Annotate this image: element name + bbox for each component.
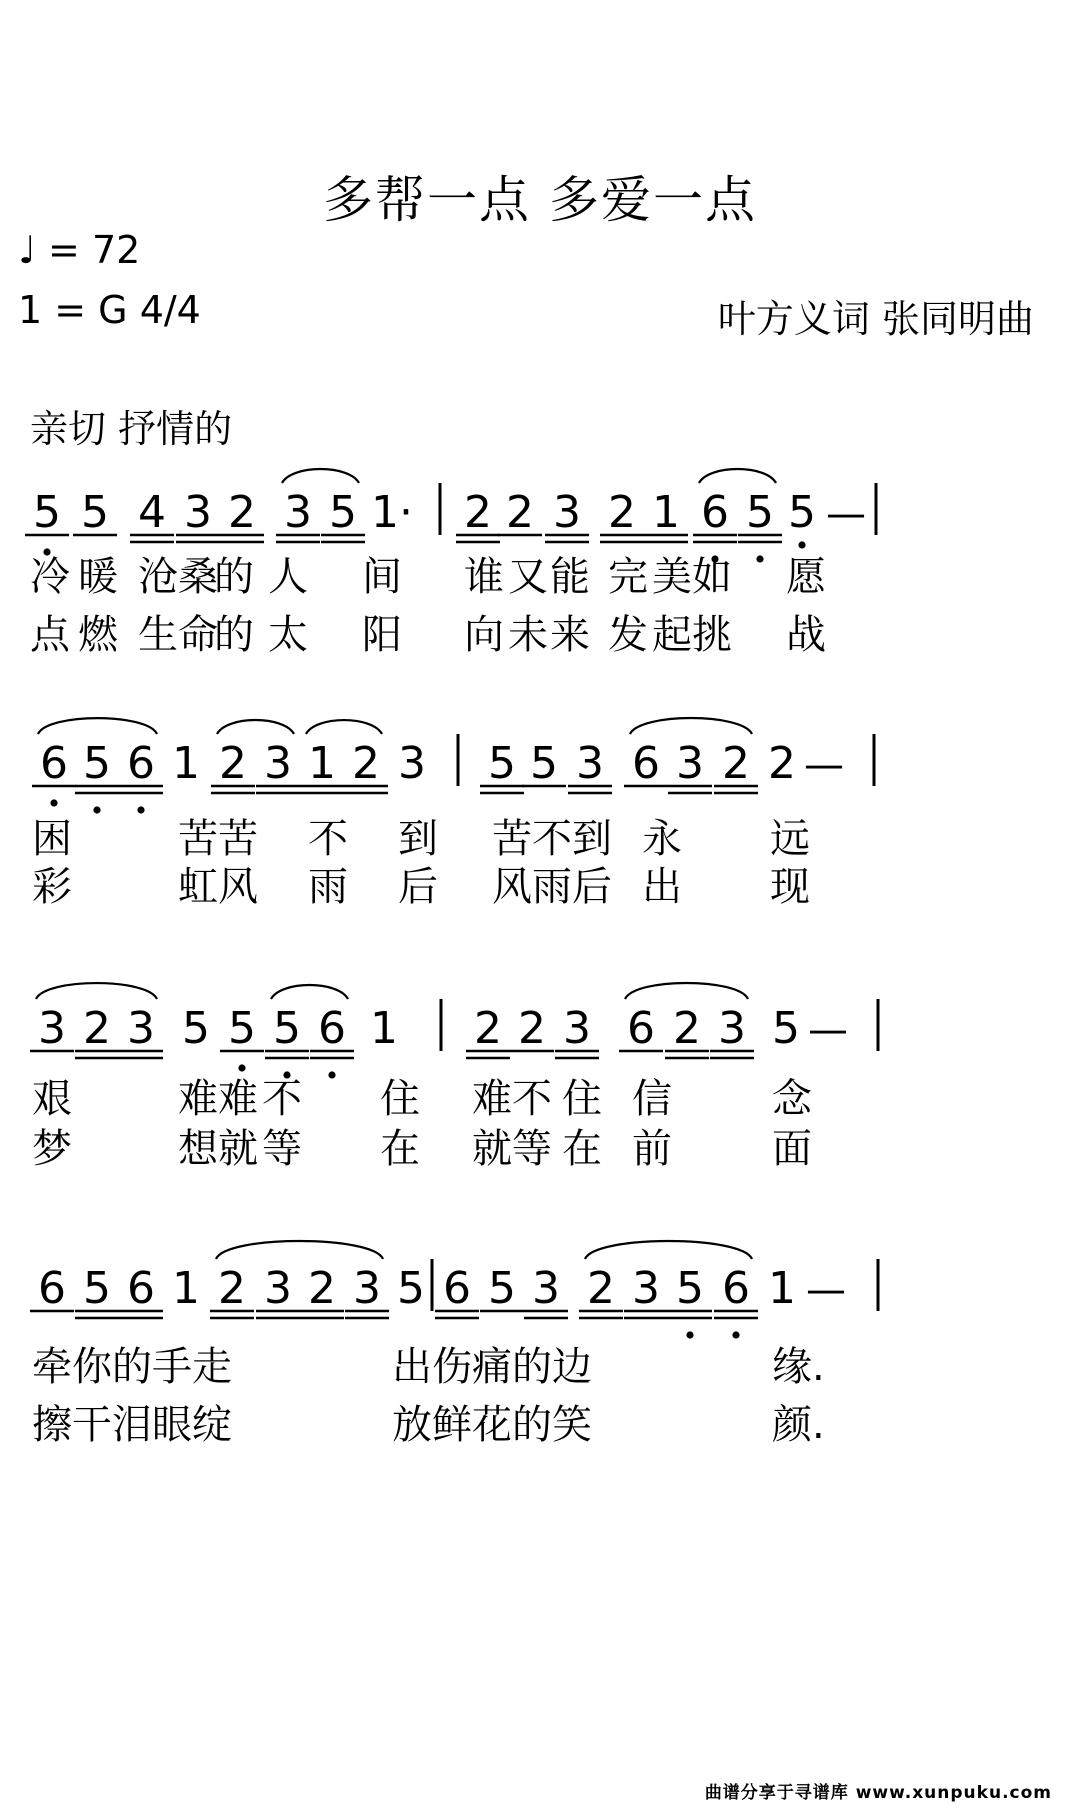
note-digit: 2 bbox=[722, 738, 750, 789]
lyric-char: 生 bbox=[138, 612, 178, 658]
note-digit: 5 bbox=[329, 487, 357, 538]
lyric-char: 的 bbox=[214, 554, 254, 600]
lyric-char: 太 bbox=[268, 612, 308, 658]
slur-arc bbox=[38, 718, 157, 734]
octave-dot bbox=[328, 1071, 335, 1078]
note-digit: 1 bbox=[768, 1263, 796, 1314]
lyric-char: 来 bbox=[550, 612, 590, 658]
note-digit: 2 bbox=[506, 487, 534, 538]
note-digit: 3 bbox=[632, 1263, 660, 1314]
lyric-char: 愿 bbox=[786, 554, 826, 600]
lyric-char: 就 bbox=[218, 1126, 258, 1172]
lyric-char: 又 bbox=[508, 554, 548, 600]
lyric-char: 彩 bbox=[32, 864, 72, 910]
note-digit: 5 bbox=[83, 738, 111, 789]
lyric-char: 到 bbox=[572, 816, 612, 862]
lyric-char: 现 bbox=[770, 864, 810, 910]
note-digit: 5 bbox=[33, 487, 61, 538]
note-digit: 6 bbox=[443, 1263, 471, 1314]
footer-watermark: 曲谱分享于寻谱库 www.xunpuku.com bbox=[704, 1783, 1052, 1803]
note-digit: 5 bbox=[676, 1263, 704, 1314]
slur-arc bbox=[630, 718, 752, 734]
octave-dot bbox=[798, 541, 805, 548]
lyric-char: 在 bbox=[380, 1126, 420, 1172]
lyric-char: 苦 bbox=[218, 816, 258, 862]
note-digit: 3 bbox=[184, 487, 212, 538]
lyric-char: 桑 bbox=[178, 554, 218, 600]
note-digit: 1 bbox=[172, 738, 200, 789]
lyric-char: 向 bbox=[464, 612, 504, 658]
note-digit: 2 bbox=[464, 487, 492, 538]
lyric-char: 面 bbox=[772, 1126, 812, 1172]
lyric-char: 远 bbox=[770, 816, 810, 862]
note-digit: 2 bbox=[83, 1003, 111, 1054]
note-digit: 4 bbox=[138, 487, 166, 538]
slur-arc bbox=[271, 985, 348, 999]
note-digit: 3 bbox=[576, 738, 604, 789]
note-digit: 2 bbox=[228, 487, 256, 538]
lyric-char: 泪 bbox=[112, 1402, 152, 1448]
lyric-char: 眼 bbox=[152, 1402, 192, 1448]
lyric-char: 发 bbox=[608, 612, 648, 658]
note-digit: 5 bbox=[182, 1003, 210, 1054]
note-digit: 1 bbox=[172, 1263, 200, 1314]
note-digit: 5 bbox=[83, 1263, 111, 1314]
octave-dot bbox=[756, 555, 763, 562]
note-digit: 3 bbox=[264, 1263, 292, 1314]
note-digit: 3 bbox=[38, 1003, 66, 1054]
lyric-char: 沧 bbox=[138, 554, 178, 600]
note-digit: 5 bbox=[772, 1003, 800, 1054]
note-digit: 6 bbox=[40, 738, 68, 789]
lyric-char: 难 bbox=[178, 1076, 218, 1122]
lyric-char: 边 bbox=[552, 1344, 592, 1390]
lyric-char: 梦 bbox=[32, 1126, 72, 1172]
lyric-char: 伤 bbox=[432, 1344, 472, 1390]
slur-arc bbox=[306, 720, 382, 734]
lyric-char: 谁 bbox=[464, 554, 504, 600]
lyric-char: 的 bbox=[512, 1344, 552, 1390]
note-digit: 5 bbox=[788, 487, 816, 538]
credits: 叶方义词 张同明曲 bbox=[717, 297, 1034, 341]
note-digit: 3 bbox=[398, 738, 426, 789]
octave-dot bbox=[137, 806, 144, 813]
octave-dot bbox=[50, 799, 57, 806]
note-digit: 2 bbox=[768, 738, 796, 789]
lyric-char: 住 bbox=[562, 1076, 602, 1122]
slur-arc bbox=[217, 720, 294, 734]
lyric-char: 花 bbox=[472, 1402, 512, 1448]
note-digit: 5 bbox=[228, 1003, 256, 1054]
lyric-char: 虹 bbox=[178, 864, 218, 910]
lyric-char: 不 bbox=[512, 1076, 552, 1122]
octave-dot bbox=[686, 1331, 693, 1338]
note-digit: 6 bbox=[632, 738, 660, 789]
note-digit: 1 bbox=[308, 738, 336, 789]
lyric-char: 牵 bbox=[32, 1344, 72, 1390]
lyric-char: 风 bbox=[218, 864, 258, 910]
lyric-char: 苦 bbox=[178, 816, 218, 862]
note-digit: 2 bbox=[474, 1003, 502, 1054]
lyric-char: 不 bbox=[308, 816, 348, 862]
lyric-char: 走 bbox=[192, 1344, 232, 1390]
lyric-char: 点 bbox=[30, 612, 70, 658]
lyric-char: 出 bbox=[392, 1344, 432, 1390]
note-digit: 5 bbox=[397, 1263, 425, 1314]
lyric-char: 人 bbox=[268, 554, 308, 600]
lyric-char: 永 bbox=[642, 816, 682, 862]
note-digit: 5 bbox=[530, 738, 558, 789]
note-digit: 6 bbox=[722, 1263, 750, 1314]
note-digit: 6 bbox=[627, 1003, 655, 1054]
lyric-char: 等 bbox=[512, 1126, 552, 1172]
slur-arc bbox=[36, 983, 157, 999]
note-digit: 3 bbox=[284, 487, 312, 538]
note-digit: 5 bbox=[746, 487, 774, 538]
note-digit: 6 bbox=[127, 1263, 155, 1314]
lyric-char: 的 bbox=[214, 612, 254, 658]
lyric-char: 手 bbox=[152, 1344, 192, 1390]
note-digit: 2 bbox=[673, 1003, 701, 1054]
lyric-char: 间 bbox=[362, 554, 402, 600]
lyric-char: 难 bbox=[218, 1076, 258, 1122]
lyric-char: 绽 bbox=[192, 1402, 232, 1448]
sustain-dash: — bbox=[826, 491, 866, 537]
lyric-char: 难 bbox=[472, 1076, 512, 1122]
quarter-note-icon: ♩ bbox=[18, 228, 36, 272]
lyric-char: 不 bbox=[262, 1076, 302, 1122]
note-digit: 2 bbox=[219, 738, 247, 789]
note-digit: 1 bbox=[370, 1003, 398, 1054]
lyric-char: 到 bbox=[398, 816, 438, 862]
lyric-char: 你 bbox=[72, 1344, 112, 1390]
tempo-value: = 72 bbox=[48, 228, 141, 272]
lyric-char: 命 bbox=[178, 612, 218, 658]
note-digit: 5 bbox=[488, 738, 516, 789]
lyric-char: 苦 bbox=[492, 816, 532, 862]
lyric-char: 出 bbox=[642, 864, 682, 910]
expression-mark: 亲切 抒情的 bbox=[30, 407, 233, 451]
note-digit: 1 bbox=[652, 487, 680, 538]
note-digit: 6 bbox=[701, 487, 729, 538]
lyric-char: 笑 bbox=[552, 1402, 592, 1448]
lyric-char: 暖 bbox=[78, 554, 118, 600]
lyric-char: 的 bbox=[512, 1402, 552, 1448]
lyric-char: 后 bbox=[398, 864, 438, 910]
lyric-char: 干 bbox=[72, 1402, 112, 1448]
note-digit: 2 bbox=[308, 1263, 336, 1314]
lyric-char: 鲜 bbox=[432, 1402, 472, 1448]
sustain-dash: — bbox=[806, 1267, 846, 1313]
lyric-char: 念 bbox=[772, 1076, 812, 1122]
lyric-char: 住 bbox=[380, 1076, 420, 1122]
note-digit: 2 bbox=[352, 738, 380, 789]
lyric-char: 擦 bbox=[32, 1402, 72, 1448]
slur-arc bbox=[585, 1241, 752, 1259]
lyric-char: 战 bbox=[786, 612, 826, 658]
octave-dot bbox=[732, 1331, 739, 1338]
lyric-char: 痛 bbox=[472, 1344, 512, 1390]
lyric-char: 前 bbox=[632, 1126, 672, 1172]
lyric-char: 美 bbox=[652, 554, 692, 600]
lyric-char: 未 bbox=[508, 612, 548, 658]
note-digit: 1· bbox=[371, 487, 413, 538]
octave-dot bbox=[238, 1064, 245, 1071]
note-digit: 6 bbox=[318, 1003, 346, 1054]
lyric-char: 阳 bbox=[362, 612, 402, 658]
note-digit: 3 bbox=[718, 1003, 746, 1054]
slur-arc bbox=[282, 469, 359, 483]
octave-dot bbox=[93, 806, 100, 813]
lyric-char: 风 bbox=[492, 864, 532, 910]
note-digit: 6 bbox=[38, 1263, 66, 1314]
lyric-char: 能 bbox=[550, 554, 590, 600]
lyric-char: 困 bbox=[32, 816, 72, 862]
sustain-dash: — bbox=[808, 1007, 848, 1053]
note-digit: 5 bbox=[273, 1003, 301, 1054]
lyric-char: 冷 bbox=[30, 554, 70, 600]
lyric-char: 就 bbox=[472, 1126, 512, 1172]
note-digit: 5 bbox=[488, 1263, 516, 1314]
note-digit: 3 bbox=[676, 738, 704, 789]
lyric-char: 完 bbox=[608, 554, 648, 600]
lyric-char: 在 bbox=[562, 1126, 602, 1172]
note-digit: 2 bbox=[608, 487, 636, 538]
note-digit: 3 bbox=[532, 1263, 560, 1314]
lyric-char: 等 bbox=[262, 1126, 302, 1172]
lyric-char: 雨 bbox=[308, 864, 348, 910]
note-digit: 3 bbox=[563, 1003, 591, 1054]
lyric-char: 如 bbox=[692, 554, 732, 600]
lyric-char: 艰 bbox=[32, 1076, 72, 1122]
lyric-char: 起 bbox=[652, 612, 692, 658]
lyric-char: 信 bbox=[632, 1076, 672, 1122]
note-digit: 2 bbox=[587, 1263, 615, 1314]
sustain-dash: — bbox=[804, 742, 844, 788]
note-digit: 3 bbox=[127, 1003, 155, 1054]
note-digit: 3 bbox=[264, 738, 292, 789]
slur-arc bbox=[699, 469, 776, 483]
song-title: 多帮一点 多爱一点 bbox=[323, 171, 757, 229]
note-digit: 2 bbox=[518, 1003, 546, 1054]
key-signature: 1 = G 4/4 bbox=[18, 288, 201, 332]
slur-arc bbox=[216, 1241, 383, 1259]
note-digit: 6 bbox=[127, 738, 155, 789]
lyric-char: 燃 bbox=[78, 612, 118, 658]
slur-arc bbox=[625, 983, 748, 999]
lyric-char: 雨 bbox=[532, 864, 572, 910]
note-digit: 3 bbox=[353, 1263, 381, 1314]
lyric-char: 不 bbox=[532, 816, 572, 862]
lyric-char: 想 bbox=[178, 1126, 218, 1172]
note-digit: 3 bbox=[553, 487, 581, 538]
lyric-char: 挑 bbox=[692, 612, 732, 658]
lyric-char: 颜. bbox=[772, 1402, 825, 1448]
lyric-char: 的 bbox=[112, 1344, 152, 1390]
lyric-char: 缘. bbox=[772, 1344, 825, 1390]
lyric-char: 后 bbox=[572, 864, 612, 910]
note-digit: 2 bbox=[218, 1263, 246, 1314]
lyric-char: 放 bbox=[392, 1402, 432, 1448]
note-digit: 5 bbox=[81, 487, 109, 538]
